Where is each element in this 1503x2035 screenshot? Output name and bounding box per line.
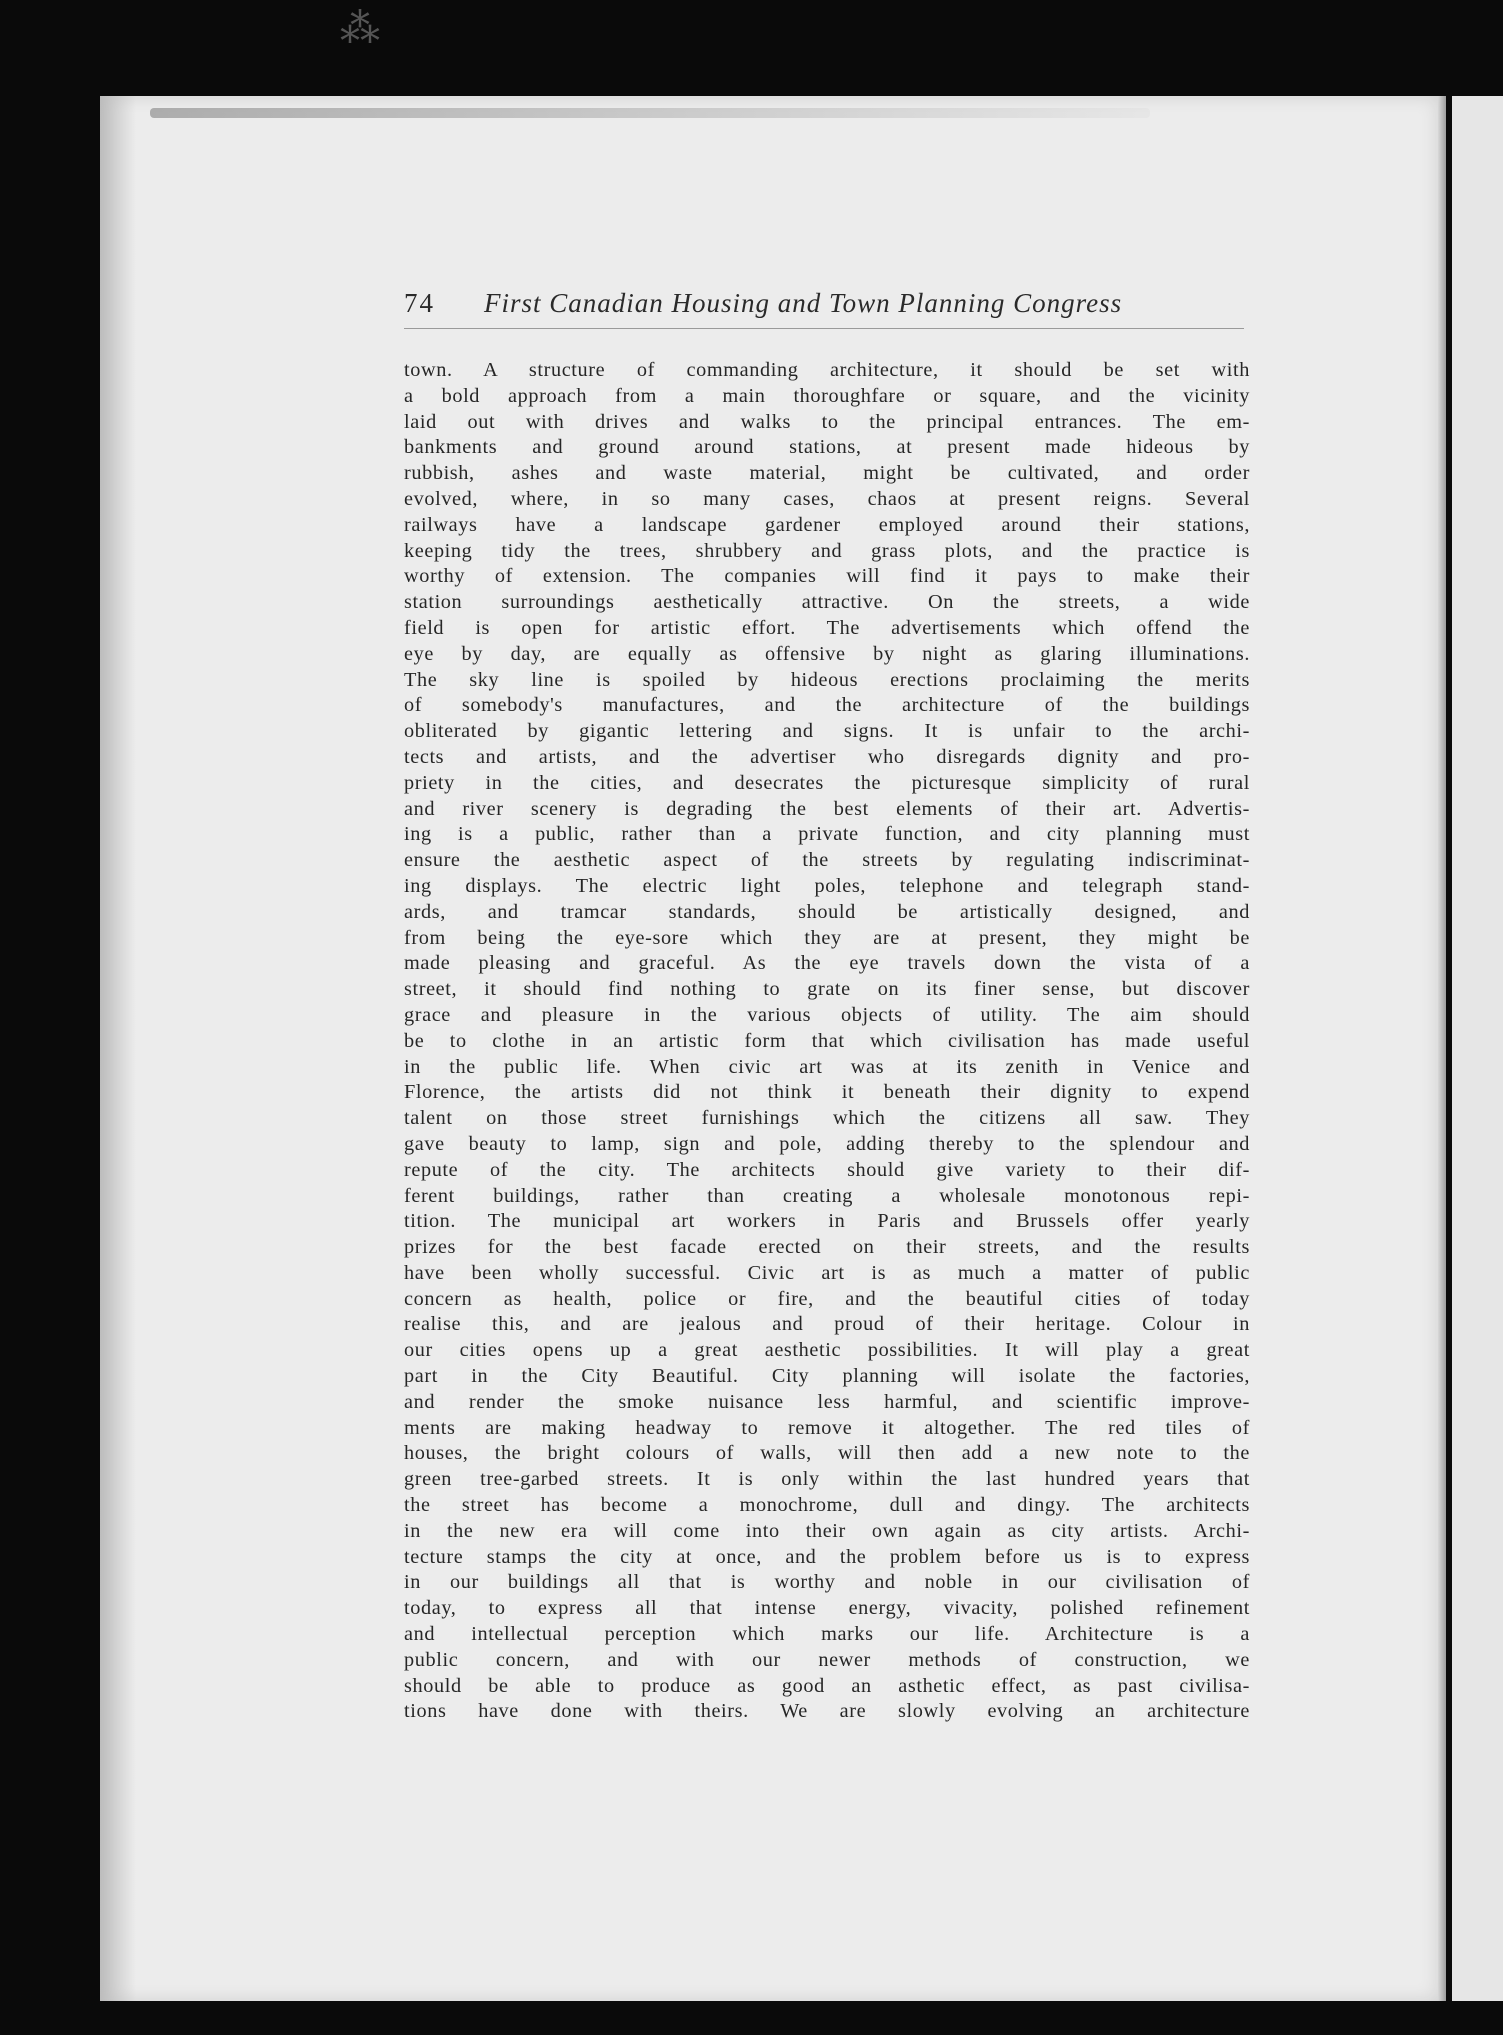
text-line: in the new era will come into their own again as city artists. Archi- bbox=[404, 1519, 1250, 1542]
text-line: green tree-garbed streets. It is only within the last hundred years that bbox=[404, 1468, 1250, 1491]
text-line: and intellectual perception which marks our life. Architecture is a bbox=[404, 1623, 1250, 1646]
text-line: and render the smoke nuisance less harmful, and scientific improve- bbox=[404, 1390, 1250, 1413]
text-line: a bold approach from a main thoroughfare or square, and the vicinity bbox=[404, 384, 1250, 407]
text-line: ing displays. The electric light poles, telephone and telegraph stand- bbox=[404, 874, 1250, 897]
text-line: tions have done with theirs. We are slowly evolving an architecture bbox=[404, 1700, 1250, 1723]
text-line: tecture stamps the city at once, and the problem before us is to express bbox=[404, 1545, 1250, 1568]
text-line: laid out with drives and walks to the principal entrances. The em- bbox=[404, 410, 1250, 433]
text-line: from being the eye-sore which they are at present, they might be bbox=[404, 926, 1250, 949]
text-line: made pleasing and graceful. As the eye travels down the vista of a bbox=[404, 952, 1250, 975]
text-line: today, to express all that intense energy, vivacity, polished refinement bbox=[404, 1597, 1250, 1620]
text-line: concern as health, police or fire, and the beautiful cities of today bbox=[404, 1287, 1250, 1310]
text-line: station surroundings aesthetically attractive. On the streets, a wide bbox=[404, 591, 1250, 614]
text-line: tition. The municipal art workers in Paris and Brussels offer yearly bbox=[404, 1210, 1250, 1233]
text-line: have been wholly successful. Civic art is as much a matter of public bbox=[404, 1261, 1250, 1284]
text-line: of somebody's manufactures, and the architecture of the buildings bbox=[404, 694, 1250, 717]
text-line: evolved, where, in so many cases, chaos at present reigns. Several bbox=[404, 487, 1250, 510]
text-line: talent on those street furnishings which the citizens all saw. They bbox=[404, 1107, 1250, 1130]
text-line: tects and artists, and the advertiser who disregards dignity and pro- bbox=[404, 745, 1250, 768]
text-line: Florence, the artists did not think it beneath their dignity to expend bbox=[404, 1081, 1250, 1104]
page-top-shadow bbox=[150, 108, 1150, 118]
text-line: repute of the city. The architects should give variety to their dif- bbox=[404, 1158, 1250, 1181]
text-line: railways have a landscape gardener employed around their stations, bbox=[404, 513, 1250, 536]
text-line: street, it should find nothing to grate on its finer sense, but discover bbox=[404, 978, 1250, 1001]
text-line: grace and pleasure in the various objects of utility. The aim should bbox=[404, 1003, 1250, 1026]
text-line: gave beauty to lamp, sign and pole, adding thereby to the splendour and bbox=[404, 1132, 1250, 1155]
text-line: ments are making headway to remove it altogether. The red tiles of bbox=[404, 1416, 1250, 1439]
text-line: ing is a public, rather than a private function, and city planning must bbox=[404, 823, 1250, 846]
text-line: and river scenery is degrading the best elements of their art. Advertis- bbox=[404, 797, 1250, 820]
text-line: field is open for artistic effort. The advertisements which offend the bbox=[404, 616, 1250, 639]
text-line: rubbish, ashes and waste material, might be cultivated, and order bbox=[404, 462, 1250, 485]
text-line: worthy of extension. The companies will find it pays to make their bbox=[404, 565, 1250, 588]
text-line: town. A structure of commanding architecture, it should be set with bbox=[404, 359, 1250, 381]
text-line: prizes for the best facade erected on their streets, and the results bbox=[404, 1236, 1250, 1259]
text-line: ferent buildings, rather than creating a wholesale monotonous repi- bbox=[404, 1184, 1250, 1207]
text-line: ensure the aesthetic aspect of the streets by regulating indiscriminat- bbox=[404, 849, 1250, 872]
page-number: 74 bbox=[404, 288, 435, 318]
text-line: part in the City Beautiful. City planning will isolate the factories, bbox=[404, 1365, 1250, 1388]
text-line: bankments and ground around stations, at present made hideous by bbox=[404, 436, 1250, 459]
text-line: obliterated by gigantic lettering and signs. It is unfair to the archi- bbox=[404, 720, 1250, 743]
text-line: ards, and tramcar standards, should be artistically designed, and bbox=[404, 900, 1250, 923]
body-text bbox=[404, 358, 1250, 1725]
text-line: realise this, and are jealous and proud of their heritage. Colour in bbox=[404, 1313, 1250, 1336]
text-line: our cities opens up a great aesthetic possibilities. It will play a great bbox=[404, 1339, 1250, 1362]
running-head bbox=[404, 288, 1244, 329]
text-line: houses, the bright colours of walls, will then add a new note to the bbox=[404, 1442, 1250, 1465]
text-line: priety in the cities, and desecrates the picturesque simplicity of rural bbox=[404, 771, 1250, 794]
running-title: First Canadian Housing and Town Planning Congress bbox=[484, 288, 1123, 318]
text-line: be to clothe in an artistic form that which civilisation has made useful bbox=[404, 1029, 1250, 1052]
scan-speck: ⁂ bbox=[340, 6, 380, 51]
text-line: public concern, and with our newer methods of construction, we bbox=[404, 1648, 1250, 1671]
facing-page bbox=[1452, 96, 1503, 2001]
text-line: keeping tidy the trees, shrubbery and grass plots, and the practice is bbox=[404, 539, 1250, 562]
text-line: the street has become a monochrome, dull and dingy. The architects bbox=[404, 1494, 1250, 1517]
text-line: should be able to produce as good an asthetic effect, as past civilisa- bbox=[404, 1674, 1250, 1697]
text-line: The sky line is spoiled by hideous erections proclaiming the merits bbox=[404, 668, 1250, 691]
text-line: in the public life. When civic art was at its zenith in Venice and bbox=[404, 1055, 1250, 1078]
page-edge bbox=[1438, 96, 1446, 2001]
text-line: eye by day, are equally as offensive by night as glaring illuminations. bbox=[404, 642, 1250, 665]
text-line: in our buildings all that is worthy and noble in our civilisation of bbox=[404, 1571, 1250, 1594]
page-gutter-shadow bbox=[100, 96, 136, 2001]
